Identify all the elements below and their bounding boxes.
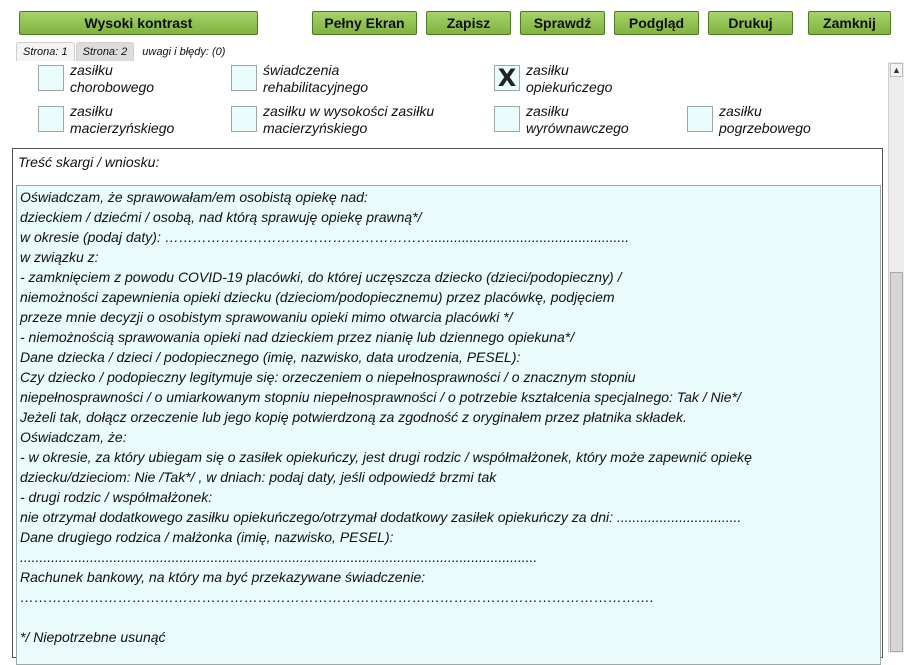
checkbox-sickness-benefit[interactable] [38, 65, 64, 91]
high-contrast-button[interactable]: Wysoki kontrast [19, 11, 258, 35]
save-button[interactable]: Zapisz [426, 11, 511, 35]
text-line: dziecku/dzieciom: Nie /Tak*/ , w dniach: podaj daty, jeśli odpowiedź brzmi tak [20, 469, 497, 485]
text-line: Rachunek bankowy, na który ma być przekazywane świadczenie: [20, 569, 426, 585]
scrollbar-thumb[interactable] [890, 272, 903, 652]
text-line: niepełnosprawności / o umiarkowanym stopniu niepełnosprawności / o potrzebie kształcenia specjalnego: Tak / Nie*/ [20, 389, 741, 405]
close-button[interactable]: Zamknij [808, 11, 891, 35]
checkbox-care-allowance[interactable]: X [494, 65, 520, 91]
text-line: Oświadczam, że sprawowałam/em osobistą opiekę nad: [20, 189, 368, 205]
text-line: - w okresie, za który ubiegam się o zasiłek opiekuńczy, jest drugi rodzic / współmałżonek, który może zapewnić opiekę [20, 449, 752, 465]
page-scrollbar[interactable] [888, 62, 904, 653]
option-maternity-level-benefit [231, 103, 463, 137]
option-label: zasiłku w wysokości zasiłku macierzyńskiego [263, 103, 435, 136]
tab-page-1[interactable]: Strona: 1 [16, 42, 75, 61]
checkbox-funeral-benefit[interactable] [687, 106, 713, 132]
tab-notes-errors[interactable]: uwagi i błędy: (0) [142, 46, 226, 58]
checkbox-rehabilitation-benefit[interactable] [231, 65, 257, 91]
text-line: Czy dziecko / podopieczny legitymuje się: orzeczeniem o niepełnosprawności / o znacznym stopniu [20, 369, 636, 385]
complaint-section [12, 148, 883, 658]
fullscreen-button[interactable]: Pełny Ekran [312, 11, 417, 35]
text-line: niemożności zapewnienia opieki dziecku (dzieciom/podopiecznemu) przez placówkę, podjęciem [20, 289, 615, 305]
text-line: nie otrzymał dodatkowego zasiłku opiekuńczego/otrzymał dodatkowy zasiłek opiekuńczy za dni: ................................ [20, 509, 742, 525]
option-rehabilitation-benefit [231, 62, 463, 96]
complaint-textarea[interactable] [16, 185, 881, 665]
scroll-up-icon[interactable]: ▲ [890, 63, 903, 77]
tab-page-2[interactable]: Strona: 2 [76, 42, 135, 61]
page-tabs [16, 40, 233, 61]
text-line: - zamknięciem z powodu COVID-19 placówki, do której uczęszcza dziecko (dzieci/podopieczny) / [20, 269, 622, 285]
checkbox-maternity-level-benefit[interactable] [231, 106, 257, 132]
option-label: zasiłku chorobowego [70, 62, 155, 95]
text-line: Dane dziecka / dzieci / podopiecznego (imię, nazwisko, data urodzenia, PESEL): [20, 349, 521, 365]
checkbox-compensatory-benefit[interactable] [494, 106, 520, 132]
option-label: zasiłku macierzyńskiego [70, 103, 175, 136]
text-line [20, 607, 877, 627]
print-button[interactable]: Drukuj [708, 11, 793, 35]
option-funeral-benefit [687, 103, 879, 137]
text-line: Jeżeli tak, dołącz orzeczenie lub jego kopię potwierdzoną za zgodność z oryginałem przez płatnika składek. [20, 409, 687, 425]
text-line: - drugi rodzic / współmałżonek: [20, 489, 213, 505]
text-line: przeze mnie decyzji o osobistym sprawowaniu opieki mimo otwarcia placówki */ [20, 309, 513, 325]
option-label: zasiłku opiekuńczego [526, 62, 613, 95]
text-line: - niemożnością sprawowania opieki nad dzieckiem przez nianię lub dziennego opiekuna*/ [20, 329, 575, 345]
option-care-allowance [494, 62, 726, 96]
text-line: Dane drugiego rodzica / małżonka (imię, nazwisko, PESEL): [20, 529, 394, 545]
text-line: */ Niepotrzebne usunąć [20, 629, 166, 645]
complaint-title: Treść skargi / wniosku: [18, 154, 160, 170]
text-line: dzieckiem / dziećmi / osobą, nad którą sprawuję opiekę prawną*/ [20, 209, 422, 225]
preview-button[interactable]: Podgląd [614, 11, 699, 35]
check-button[interactable]: Sprawdź [520, 11, 605, 35]
option-label: zasiłku wyrównawczego [526, 103, 629, 136]
text-line: Oświadczam, że: [20, 429, 127, 445]
checkbox-maternity-benefit[interactable] [38, 106, 64, 132]
option-label: zasiłku pogrzebowego [719, 103, 811, 136]
text-line: ………………………………………………………………………………………………………………………. [20, 589, 654, 605]
text-line: w okresie (podaj daty): …………………………………………………................................................... [20, 229, 630, 245]
option-label: świadczenia rehabilitacyjnego [263, 62, 369, 95]
text-line: w związku z: [20, 249, 99, 265]
text-line: ..................................................................................................................................... [20, 549, 538, 565]
